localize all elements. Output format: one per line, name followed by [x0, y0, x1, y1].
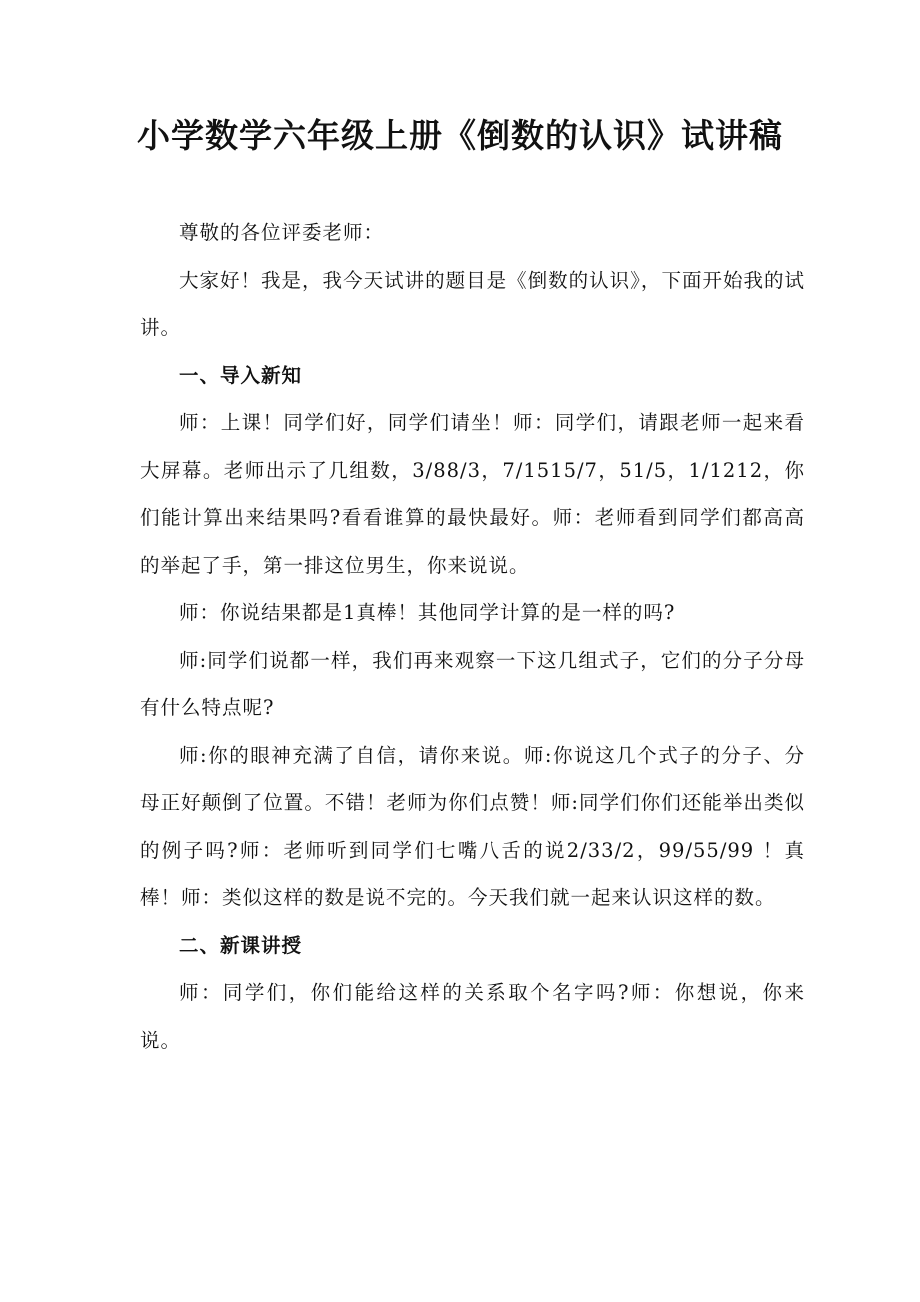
intro-paragraph: 大家好！我是，我今天试讲的题目是《倒数的认识》，下面开始我的试讲。: [140, 268, 805, 339]
document-body: [140, 209, 805, 1064]
greeting-paragraph: 尊敬的各位评委老师：: [179, 221, 385, 244]
section-heading-1: 一、导入新知: [179, 363, 303, 387]
body-paragraph: 师:你的眼神充满了自信，请你来说。师:你说这几个式子的分子、分母正好颠倒了位置。不错！老师为你们点赞！师:同学们你们还能举出类似的例子吗?师：老师听到同学们七嘴八舌的说2/33/2，99/55/99 ！真棒！师：类似这样的数是说不完的。今天我们就一起来认识这样的数。: [140, 743, 805, 909]
body-paragraph: 师：上课！同学们好，同学们请坐！师：同学们，请跟老师一起来看大屏幕。老师出示了几组数，3/88/3，7/1515/7，51/5，1/1212，你们能计算出来结果吗?看看谁算的最快最好。师：老师看到同学们都高高的举起了手，第一排这位男生，你来说说。: [140, 411, 805, 577]
body-paragraph: 师：你说结果都是1真棒！其他同学计算的是一样的吗?: [179, 601, 676, 624]
section-heading-2: 二、新课讲授: [179, 933, 303, 957]
document-title: 小学数学六年级上册《倒数的认识》试讲稿: [137, 116, 783, 155]
body-paragraph: 师：同学们，你们能给这样的关系取个名字吗?师：你想说，你来说。: [140, 981, 805, 1052]
body-paragraph: 师:同学们说都一样，我们再来观察一下这几组式子，它们的分子分母有什么特点呢?: [140, 648, 805, 719]
